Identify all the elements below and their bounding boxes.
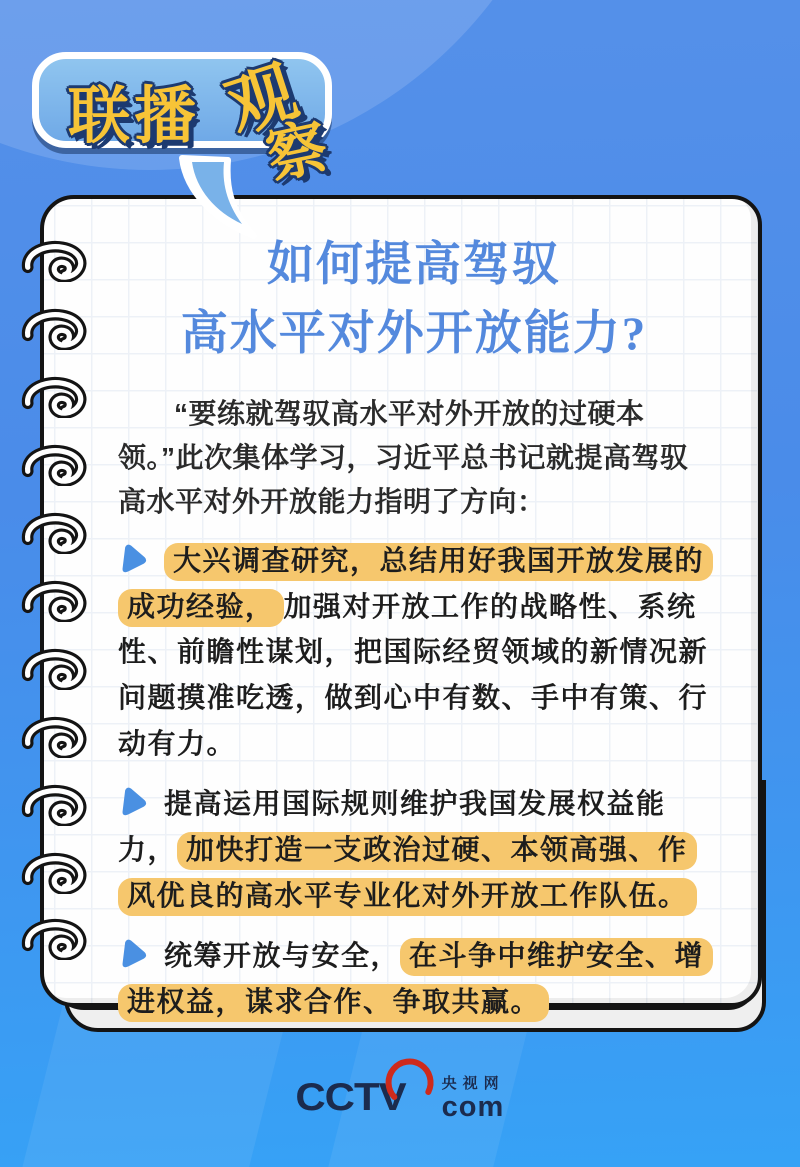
bullet-text-highlighted: 在斗争中维护安全、增进权益，谋求合作、争取共赢。 (118, 938, 713, 1022)
page-title-line1: 如何提高驾驭 (267, 239, 561, 291)
spiral-ring-icon (20, 240, 88, 282)
spiral-ring-icon (20, 648, 88, 690)
site-name-com: com (441, 1091, 505, 1123)
cctv-logo (295, 1072, 504, 1122)
spiral-ring-icon (20, 784, 88, 826)
bullet-arrow-icon (118, 543, 148, 575)
bullet-text: 统筹开放与安全， (164, 941, 401, 973)
bullet-arrow-icon (118, 938, 148, 970)
lianbo-guancha-logo (28, 44, 388, 214)
cctv-site-name (442, 1072, 505, 1122)
bullet-text-highlighted: 大兴调查研究，总结用好我国开放发展的成功经验， (118, 543, 713, 627)
page-title (118, 231, 710, 368)
bullet-arrow-icon (118, 786, 148, 818)
logo-text: 察 (260, 112, 334, 191)
bullet-text: 加强对开放工作的战略性、系统性、前瞻性谋划，把国际经贸领域的新情况新问题摸准吃透，做到心中有数、手中有策、行动有力。 (118, 591, 709, 760)
bullet-item-2 (118, 782, 710, 919)
bullet-item-3 (118, 934, 710, 1025)
spiral-ring-icon (20, 852, 88, 894)
spiral-ring-icon (20, 716, 88, 758)
cctv-wordmark (295, 1073, 405, 1121)
site-name-chinese: 央视网 (441, 1075, 505, 1092)
spiral-ring-icon (20, 918, 88, 960)
page-title-line2: 高水平对外开放能力? (180, 307, 648, 360)
logo-text: 观 (217, 53, 306, 147)
intro-paragraph: “要练就驾驭高水平对外开放的过硬本领。”此次集体学习，习近平总书记就提高驾驭高水平对外开放能力指明了方向： (118, 398, 689, 517)
spiral-ring-icon (20, 308, 88, 350)
bullet-text-highlighted: 加快打造一支政治过硬、本领高强、作风优良的高水平专业化对外开放工作队伍。 (118, 832, 697, 916)
bullet-text: 提高运用国际规则维护我国发展权益能力， (118, 789, 666, 866)
cctv-swoosh-icon (381, 1051, 439, 1107)
spiral-ring-icon (20, 580, 88, 622)
spiral-ring-icon (20, 512, 88, 554)
spiral-ring-icon (20, 376, 88, 418)
notebook-paper (40, 195, 762, 1018)
logo-text: 联播 (68, 82, 201, 151)
cctv-letters: CCTV (295, 1074, 406, 1119)
bullet-item-1 (118, 539, 710, 767)
spiral-ring-icon (20, 444, 88, 486)
